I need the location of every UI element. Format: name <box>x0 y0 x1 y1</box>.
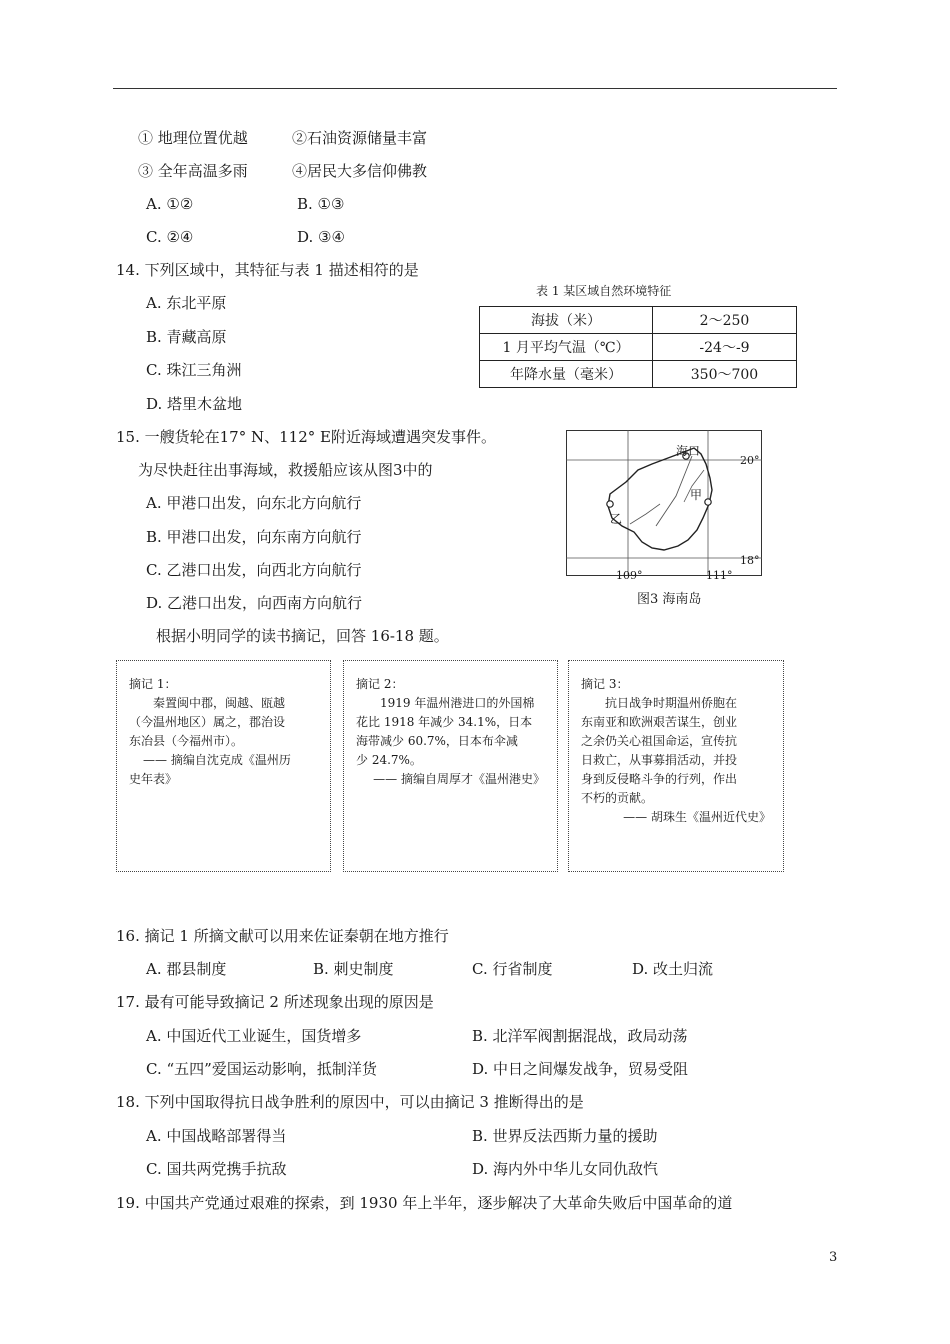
q15-choice-c: C. 乙港口出发，向西北方向航行 <box>146 561 362 579</box>
q16-choice-d: D. 改土归流 <box>632 960 714 978</box>
q18-choice-a: A. 中国战略部署得当 <box>146 1127 287 1145</box>
map-label-yi: 乙 <box>610 512 623 526</box>
q15-choice-a: A. 甲港口出发，向东北方向航行 <box>146 494 362 512</box>
excerpt-line: 日救亡，从事募捐活动，并投 <box>581 753 738 767</box>
river-icon <box>656 456 692 526</box>
q16-choice-b: B. 刺史制度 <box>313 960 394 978</box>
q18-choice-b: B. 世界反法西斯力量的援助 <box>472 1127 658 1145</box>
q13-choice-c: C. ②④ <box>146 228 194 246</box>
q15-stem-line1: 15. 一艘货轮在17° N、112° E附近海域遭遇突发事件。 <box>116 428 496 446</box>
excerpt-source: —— 摘编自沈克成《温州历 <box>143 753 291 767</box>
excerpt-line: 秦置闽中郡，闽越、瓯越 <box>153 696 286 710</box>
excerpt-line: 抗日战争时期温州侨胞在 <box>605 696 738 710</box>
map-label-lon111: 111° <box>706 569 733 582</box>
q16-choice-c: C. 行省制度 <box>472 960 553 978</box>
table1 <box>479 306 797 388</box>
excerpt-line: （今温州地区）属之，郡治设 <box>129 715 286 729</box>
excerpt-line: 不朽的贡献。 <box>581 791 654 805</box>
map-label-lat18: 18° <box>740 554 760 567</box>
table-row <box>480 361 797 388</box>
q17-choice-d: D. 中日之间爆发战争，贸易受阻 <box>472 1060 689 1078</box>
table-cell-value: -24～-9 <box>653 334 797 361</box>
q13-choice-a: A. ①② <box>146 195 194 213</box>
excerpt-line: 1919 年温州港进口的外国棉 <box>380 696 535 710</box>
port-yi-icon <box>607 501 613 507</box>
excerpt-line: 之余仍关心祖国命运，宣传抗 <box>581 734 738 748</box>
map-caption: 图3 海南岛 <box>637 592 702 607</box>
q13-choice-b: B. ①③ <box>297 195 345 213</box>
q13-option-3: ③ 全年高温多雨 <box>138 162 248 180</box>
table-cell-label: 1 月平均气温（℃） <box>480 334 653 361</box>
q19-stem: 19. 中国共产党通过艰难的探索，到 1930 年上半年，逐步解决了大革命失败后中国革命的道 <box>116 1194 733 1212</box>
excerpt-box-3 <box>568 660 784 872</box>
q15-choice-d: D. 乙港口出发，向西南方向航行 <box>146 594 363 612</box>
table-row <box>480 334 797 361</box>
reading-notes-intro: 根据小明同学的读书摘记，回答 16-18 题。 <box>156 627 449 645</box>
q17-choice-c: C. “五四”爱国运动影响，抵制洋货 <box>146 1060 377 1078</box>
q14-choice-c: C. 珠江三角洲 <box>146 361 242 379</box>
q18-choice-d: D. 海内外中华儿女同仇敌忾 <box>472 1160 659 1178</box>
q15-stem-line2: 为尽快赶往出事海域，救援船应该从图3中的 <box>138 461 433 479</box>
excerpt-line: 少 24.7%。 <box>356 753 422 767</box>
q13-option-1: ① 地理位置优越 <box>138 129 248 147</box>
excerpt-line: 东南亚和欧洲艰苦谋生，创业 <box>581 715 738 729</box>
excerpt-source: —— 摘编自周厚才《温州港史》 <box>373 772 545 786</box>
excerpt-box-2 <box>343 660 558 872</box>
q13-option-2: ②石油资源储量丰富 <box>292 129 428 147</box>
map-label-lat20: 20° <box>740 454 760 467</box>
excerpt-source: —— 胡珠生《温州近代史》 <box>623 810 771 824</box>
port-jia-icon <box>705 499 711 505</box>
excerpt-title: 摘记 2： <box>356 677 404 691</box>
excerpt-line: 海带减少 60.7%，日本布伞减 <box>356 734 518 748</box>
table-row <box>480 307 797 334</box>
excerpt-line: 身到反侵略斗争的行列，作出 <box>581 772 738 786</box>
q18-stem: 18. 下列中国取得抗日战争胜利的原因中，可以由摘记 3 推断得出的是 <box>116 1093 584 1111</box>
excerpt-title: 摘记 3： <box>581 677 629 691</box>
q14-choice-d: D. 塔里木盆地 <box>146 395 243 413</box>
table1-caption: 表 1 某区域自然环境特征 <box>536 284 672 298</box>
q13-option-4: ④居民大多信仰佛教 <box>292 162 428 180</box>
excerpt-box-1 <box>116 660 331 872</box>
q17-choice-b: B. 北洋军阀割据混战，政局动荡 <box>472 1027 688 1045</box>
q17-stem: 17. 最有可能导致摘记 2 所述现象出现的原因是 <box>116 993 434 1011</box>
q16-choice-a: A. 郡县制度 <box>146 960 227 978</box>
q13-choice-d: D. ③④ <box>297 228 345 246</box>
excerpt-source-cont: 史年表》 <box>129 772 178 786</box>
table-cell-label: 年降水量（毫米） <box>480 361 653 388</box>
map-label-haikou: 海口 <box>676 444 701 458</box>
q17-choice-a: A. 中国近代工业诞生，国货增多 <box>146 1027 362 1045</box>
table-cell-value: 2～250 <box>653 307 797 334</box>
table-cell-value: 350～700 <box>653 361 797 388</box>
q16-stem: 16. 摘记 1 所摘文献可以用来佐证秦朝在地方推行 <box>116 927 449 945</box>
excerpt-title: 摘记 1： <box>129 677 177 691</box>
table-cell-label: 海拔（米） <box>480 307 653 334</box>
q14-choice-b: B. 青藏高原 <box>146 328 227 346</box>
q14-choice-a: A. 东北平原 <box>146 294 227 312</box>
q15-choice-b: B. 甲港口出发，向东南方向航行 <box>146 528 362 546</box>
map-label-lon109: 109° <box>616 569 643 582</box>
q18-choice-c: C. 国共两党携手抗敌 <box>146 1160 287 1178</box>
q14-stem: 14. 下列区域中，其特征与表 1 描述相符的是 <box>116 261 419 279</box>
header-rule <box>113 88 837 89</box>
map-label-jia: 甲 <box>690 488 703 502</box>
page-number: 3 <box>829 1250 838 1265</box>
hainan-map-figure <box>566 430 762 576</box>
hainan-map <box>566 430 762 582</box>
excerpt-line: 花比 1918 年减少 34.1%，日本 <box>356 715 533 729</box>
excerpt-line: 东冶县（今福州市）。 <box>129 734 244 748</box>
